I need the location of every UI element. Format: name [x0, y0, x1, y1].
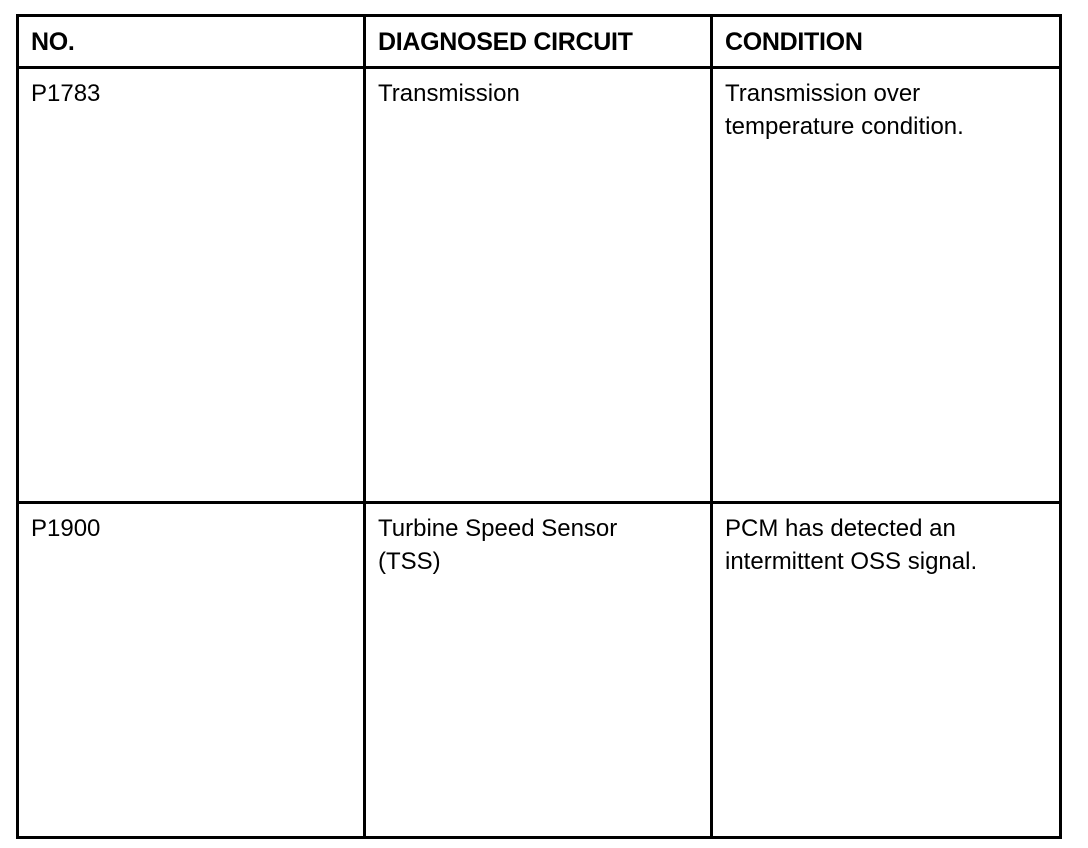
code-text: P1783: [31, 80, 101, 107]
table-row: [18, 503, 1061, 838]
circuit-line: (TSS): [378, 548, 441, 575]
cell-condition: [712, 503, 1061, 838]
cell-circuit: [365, 503, 712, 838]
code-text: P1900: [31, 515, 101, 542]
header-no: NO.: [18, 16, 365, 68]
table-row: [18, 68, 1061, 503]
header-condition: CONDITION: [712, 16, 1061, 68]
condition-line: PCM has detected an: [725, 515, 956, 542]
cell-code: [18, 503, 365, 838]
circuit-text: Transmission: [378, 80, 520, 107]
diagnostic-code-table: [16, 14, 1062, 839]
condition-line: intermittent OSS signal.: [725, 548, 978, 575]
header-diagnosed-circuit: DIAGNOSED CIRCUIT: [365, 16, 712, 68]
circuit-line: Turbine Speed Sensor: [378, 515, 618, 542]
cell-condition: [712, 68, 1061, 503]
table-header-row: [18, 16, 1061, 68]
cell-circuit: [365, 68, 712, 503]
condition-line: Transmission over: [725, 80, 921, 107]
cell-code: [18, 68, 365, 503]
condition-line: temperature condition.: [725, 113, 964, 140]
